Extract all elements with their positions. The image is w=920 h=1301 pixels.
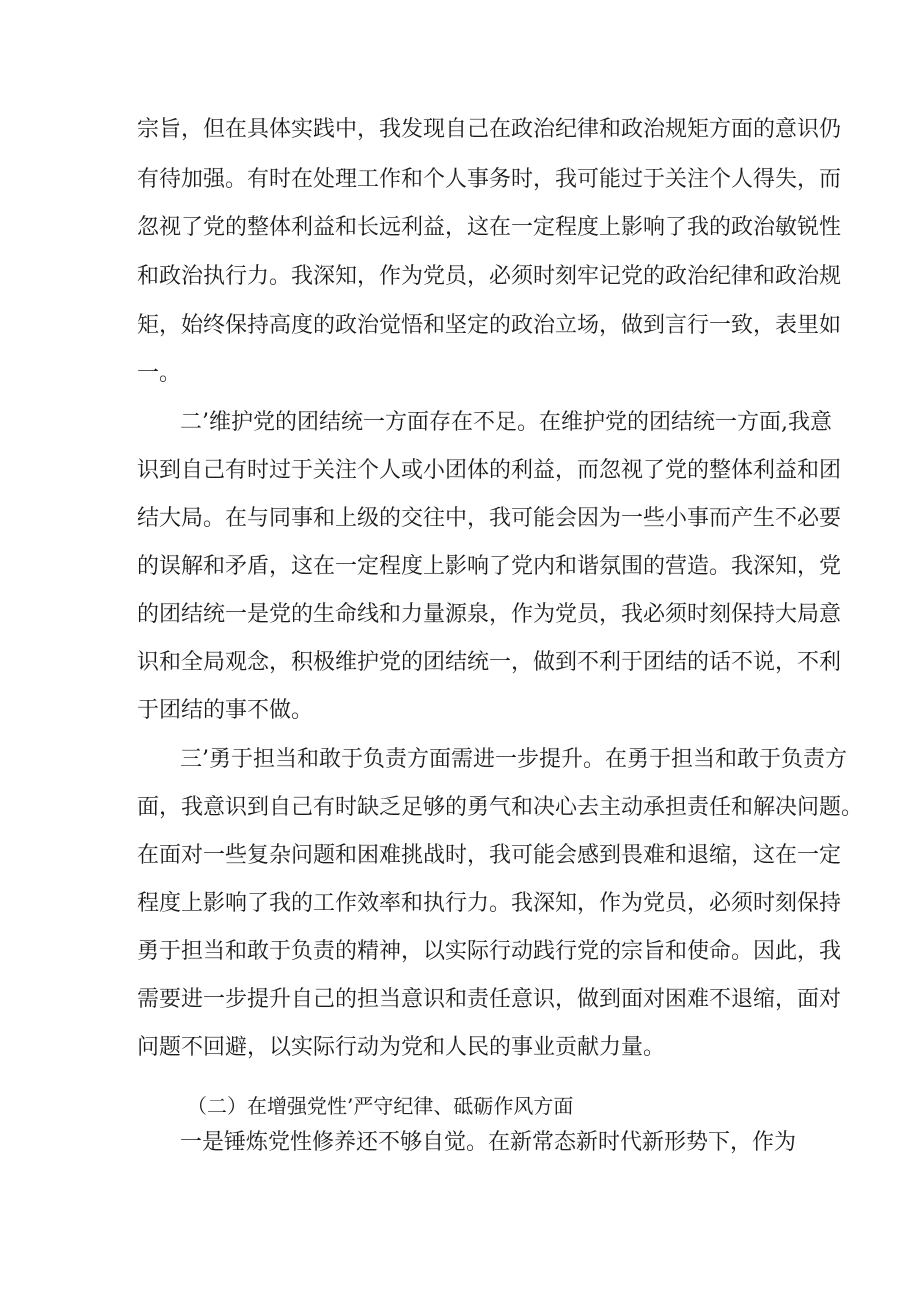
text-line: 的误解和矛盾，这在一定程度上影响了党内和谐氛围的营造。我深知，党	[137, 554, 842, 579]
text-line: 识到自己有时过于关注个人或小团体的利益，而忽视了党的整体利益和团	[137, 458, 842, 483]
text-line: 和政治执行力。我深知，作为党员，必须时刻牢记党的政治纪律和政治规	[137, 264, 842, 289]
text-line: 问题不回避，以实际行动为党和人民的事业贡献力量。	[137, 1035, 666, 1060]
text-line: 在面对一些复杂问题和困难挑战时，我可能会感到畏难和退缩，这在一定	[137, 843, 842, 868]
text-line: 面，我意识到自己有时缺乏足够的勇气和决心去主动承担责任和解决问题。	[137, 795, 864, 820]
text-line: 矩，始终保持高度的政治觉悟和坚定的政治立场，做到言行一致，表里如	[137, 313, 842, 338]
text-line: 程度上影响了我的工作效率和执行力。我深知，作为党员，必须时刻保持	[137, 891, 842, 916]
text-line: 三’勇于担当和敢于负责方面需进一步提升。在勇于担当和敢于负责方	[180, 747, 847, 772]
text-line: 有待加强。有时在处理工作和个人事务时，我可能过于关注个人得失，而	[137, 167, 842, 192]
section-heading: （二）在增强党性’严守纪律、砥砺作风方面	[187, 1094, 574, 1118]
text-line: 一。	[137, 361, 182, 386]
text-line: 结大局。在与同事和上级的交往中，我可能会因为一些小事而产生不必要	[137, 506, 842, 531]
text-line: 一是锤炼党性修养还不够自觉。在新常态新时代新形势下，作为	[180, 1130, 797, 1155]
text-line: 需要进一步提升自己的担当意识和责任意识，做到面对困难不退缩，面对	[137, 987, 842, 1012]
text-line: 二’维护党的团结统一方面存在不足。在维护党的团结统一方面,我意	[180, 410, 832, 435]
text-line: 忽视了党的整体利益和长远利益，这在一定程度上影响了我的政治敏锐性	[137, 215, 842, 240]
text-line: 识和全局观念，积极维护党的团结统一，做到不利于团结的话不说，不利	[137, 650, 842, 675]
text-line: 宗旨，但在具体实践中，我发现自己在政治纪律和政治规矩方面的意识仍	[137, 117, 842, 142]
text-line: 于团结的事不做。	[137, 698, 314, 723]
text-line: 的团结统一是党的生命线和力量源泉，作为党员，我必须时刻保持大局意	[137, 602, 842, 627]
text-line: 勇于担当和敢于负责的精神，以实际行动践行党的宗旨和使命。因此，我	[137, 939, 842, 964]
